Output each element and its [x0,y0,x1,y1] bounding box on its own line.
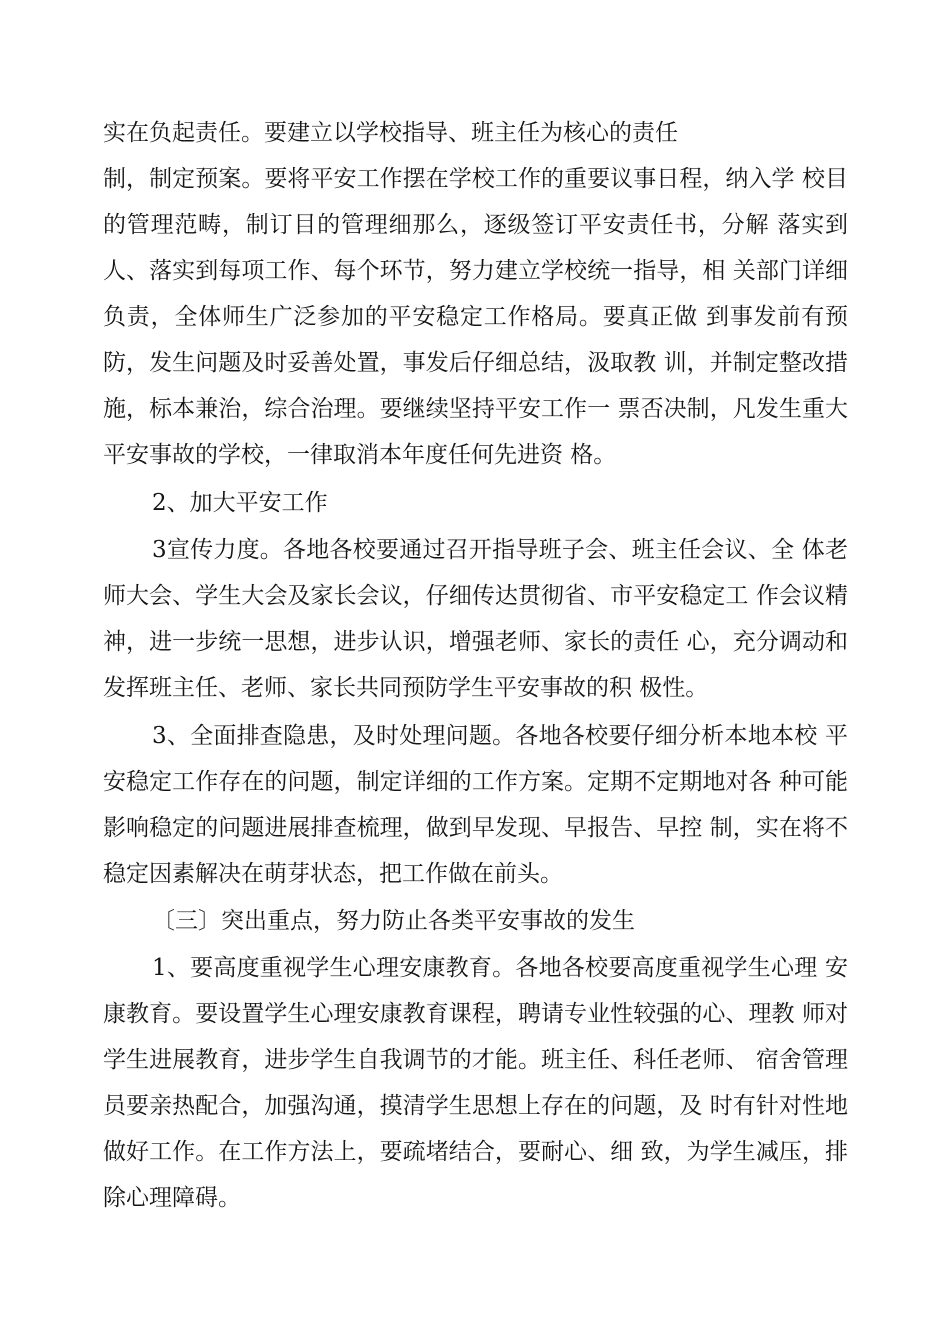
body-text-line: 稳定因素解决在萌芽状态，把工作做在前头。 [103,861,563,887]
body-text-line: 除心理障碍。 [103,1185,241,1211]
body-text-line: 制，制定预案。要将平安工作摆在学校工作的重要议事日程，纳入学 校目 [103,166,848,192]
paragraph-first-line: 3宣传力度。各地各校要通过召开指导班子会、班主任会议、全 体老 [152,537,848,563]
body-text-line: 安稳定工作存在的问题，制定详细的工作方案。定期不定期地对各 种可能 [103,769,848,795]
body-text-line: 负责，全体师生广泛参加的平安稳定工作格局。要真正做 到事发前有预 [103,304,848,330]
body-text-line: 做好工作。在工作方法上，要疏堵结合，要耐心、细 致，为学生减压，排 [103,1139,848,1165]
body-text-line: 防，发生问题及时妥善处置，事发后仔细总结，汲取教 训，并制定整改措 [103,350,848,376]
paragraph-first-line: 3、全面排查隐患，及时处理问题。各地各校要仔细分析本地本校 平 [152,723,848,749]
section-heading: 2、加大平安工作 [152,490,328,516]
paragraph-first-line: 1、要高度重视学生心理安康教育。各地各校要高度重视学生心理 安 [152,955,848,981]
body-text-line: 实在负起责任。要建立以学校指导、班主任为核心的责任 [103,120,678,146]
body-text-line: 师大会、学生大会及家长会议，仔细传达贯彻省、市平安稳定工 作会议精 [103,583,848,609]
body-text-line: 人、落实到每项工作、每个环节，努力建立学校统一指导，相 关部门详细 [103,258,848,284]
body-text-line: 学生进展教育，进步学生自我调节的才能。班主任、科任老师、 宿舍管理 [103,1047,848,1073]
body-text-line: 的管理范畴，制订目的管理细那么，逐级签订平安责任书，分解 落实到 [103,212,848,238]
body-text-line: 员要亲热配合，加强沟通，摸清学生思想上存在的问题，及 时有针对性地 [103,1093,848,1119]
body-text-line: 施，标本兼治，综合治理。要继续坚持平安工作一 票否决制，凡发生重大 [103,396,848,422]
body-text-line: 平安事故的学校，一律取消本年度任何先进资 格。 [103,442,617,468]
body-text-line: 康教育。要设置学生心理安康教育课程，聘请专业性较强的心、理教 师对 [103,1001,848,1027]
body-text-line: 影响稳定的问题进展排查梳理，做到早发现、早报告、早控 制，实在将不 [103,815,848,841]
body-text-line: 发挥班主任、老师、家长共同预防学生平安事故的积 极性。 [103,675,709,701]
section-heading: 〔三〕突出重点，努力防止各类平安事故的发生 [152,908,635,934]
body-text-line: 神，进一步统一思想，进步认识，增强老师、家长的责任 心，充分调动和 [103,629,848,655]
